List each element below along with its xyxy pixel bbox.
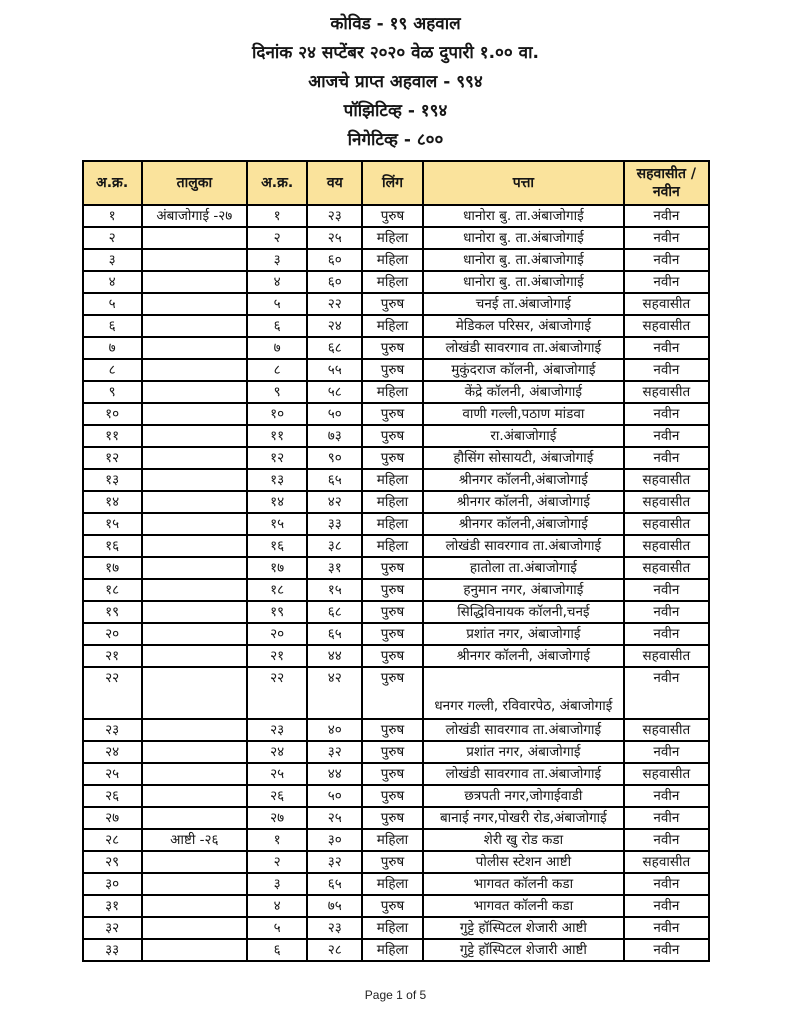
age-cell: २५ — [307, 227, 362, 249]
address-cell: धानोरा बु. ता.अंबाजोगाई — [423, 271, 625, 293]
sr-no-cell: २१ — [83, 645, 142, 667]
gender-cell: पुरुष — [362, 557, 422, 579]
sr-no-cell: १० — [83, 403, 142, 425]
address-cell: हातोला ता.अंबाजोगाई — [423, 557, 625, 579]
sr-no-cell: २८ — [83, 829, 142, 851]
table-row — [83, 513, 709, 535]
sr-no-cell: २ — [83, 227, 142, 249]
address-cell: गुट्टे हॉस्पिटल शेजारी आष्टी — [423, 939, 625, 961]
address-cell: श्रीनगर कॉलनी, अंबाजोगाई — [423, 645, 625, 667]
gender-cell: पुरुष — [362, 447, 422, 469]
address-cell: पोलीस स्टेशन आष्टी — [423, 851, 625, 873]
age-cell: ५० — [307, 403, 362, 425]
sub-sr-no-cell: १५ — [247, 513, 307, 535]
sr-no-cell: ८ — [83, 359, 142, 381]
age-cell: १५ — [307, 579, 362, 601]
age-cell: ७५ — [307, 895, 362, 917]
sr-no-cell: १४ — [83, 491, 142, 513]
sub-sr-no-cell: ५ — [247, 293, 307, 315]
column-header-sub-sr-no: अ.क्र. — [247, 161, 307, 205]
gender-cell: पुरुष — [362, 895, 422, 917]
gender-cell: महिला — [362, 917, 422, 939]
sr-no-cell: ३० — [83, 873, 142, 895]
sr-no-cell: ११ — [83, 425, 142, 447]
taluka-cell — [142, 227, 247, 249]
gender-cell: पुरुष — [362, 623, 422, 645]
age-cell: ३२ — [307, 851, 362, 873]
gender-cell: महिला — [362, 513, 422, 535]
sr-no-cell: १५ — [83, 513, 142, 535]
table-row — [83, 719, 709, 741]
taluka-cell — [142, 667, 247, 719]
address-cell: भागवत कॉलनी कडा — [423, 873, 625, 895]
taluka-cell — [142, 491, 247, 513]
table-row — [83, 917, 709, 939]
covid-report-table — [82, 160, 710, 962]
age-cell: ९० — [307, 447, 362, 469]
sub-sr-no-cell: १८ — [247, 579, 307, 601]
table-row — [83, 645, 709, 667]
taluka-cell: अंबाजोगाई -२७ — [142, 205, 247, 227]
address-cell: लोखंडी सावरगाव ता.अंबाजोगाई — [423, 535, 625, 557]
gender-cell: महिला — [362, 491, 422, 513]
age-cell: ३८ — [307, 535, 362, 557]
sub-sr-no-cell: ११ — [247, 425, 307, 447]
age-cell: २५ — [307, 807, 362, 829]
taluka-cell — [142, 293, 247, 315]
age-cell: ६५ — [307, 873, 362, 895]
sub-sr-no-cell: ३ — [247, 873, 307, 895]
reports-received-line: आजचे प्राप्त अहवाल - ९९४ — [308, 72, 483, 92]
sub-sr-no-cell: ५ — [247, 917, 307, 939]
address-cell: केंद्रे कॉलनी, अंबाजोगाई — [423, 381, 625, 403]
sub-sr-no-cell: २७ — [247, 807, 307, 829]
gender-cell: पुरुष — [362, 763, 422, 785]
sub-sr-no-cell: १७ — [247, 557, 307, 579]
column-header-address: पत्ता — [423, 161, 625, 205]
gender-cell: पुरुष — [362, 851, 422, 873]
table-row — [83, 227, 709, 249]
address-cell: धानोरा बु. ता.अंबाजोगाई — [423, 227, 625, 249]
table-row — [83, 425, 709, 447]
sub-sr-no-cell: २४ — [247, 741, 307, 763]
positive-count-line: पॉझिटिव्ह - १९४ — [343, 101, 448, 121]
sr-no-cell: ३२ — [83, 917, 142, 939]
status-cell: नवीन — [624, 917, 708, 939]
age-cell: २२ — [307, 293, 362, 315]
taluka-cell — [142, 249, 247, 271]
address-cell: मेडिकल परिसर, अंबाजोगाई — [423, 315, 625, 337]
address-cell: लोखंडी सावरगाव ता.अंबाजोगाई — [423, 763, 625, 785]
sub-sr-no-cell: २० — [247, 623, 307, 645]
status-cell: सहवासीत — [624, 315, 708, 337]
table-row — [83, 469, 709, 491]
sub-sr-no-cell: २६ — [247, 785, 307, 807]
status-cell: सहवासीत — [624, 469, 708, 491]
address-cell: गुट्टे हॉस्पिटल शेजारी आष्टी — [423, 917, 625, 939]
taluka-cell — [142, 447, 247, 469]
status-cell: सहवासीत — [624, 557, 708, 579]
taluka-cell — [142, 271, 247, 293]
taluka-cell — [142, 645, 247, 667]
taluka-cell — [142, 579, 247, 601]
sub-sr-no-cell: २१ — [247, 645, 307, 667]
sub-sr-no-cell: ८ — [247, 359, 307, 381]
taluka-cell — [142, 741, 247, 763]
address-cell: धानोरा बु. ता.अंबाजोगाई — [423, 205, 625, 227]
address-cell: हौसिंग सोसायटी, अंबाजोगाई — [423, 447, 625, 469]
taluka-cell — [142, 535, 247, 557]
status-cell: नवीन — [624, 939, 708, 961]
taluka-cell: आष्टी -२६ — [142, 829, 247, 851]
gender-cell: महिला — [362, 227, 422, 249]
status-cell: सहवासीत — [624, 645, 708, 667]
taluka-cell — [142, 873, 247, 895]
address-cell: भागवत कॉलनी कडा — [423, 895, 625, 917]
table-row — [83, 315, 709, 337]
address-cell: शेरी खु रोड कडा — [423, 829, 625, 851]
address-cell: लोखंडी सावरगाव ता.अंबाजोगाई — [423, 337, 625, 359]
table-row — [83, 785, 709, 807]
address-cell: श्रीनगर कॉलनी, अंबाजोगाई — [423, 491, 625, 513]
table-row — [83, 579, 709, 601]
table-row — [83, 741, 709, 763]
table-row — [83, 359, 709, 381]
gender-cell: पुरुष — [362, 807, 422, 829]
table-row — [83, 557, 709, 579]
sub-sr-no-cell: १३ — [247, 469, 307, 491]
gender-cell: पुरुष — [362, 425, 422, 447]
status-cell: नवीन — [624, 829, 708, 851]
age-cell: ६५ — [307, 623, 362, 645]
taluka-cell — [142, 895, 247, 917]
sr-no-cell: २५ — [83, 763, 142, 785]
age-cell: ४२ — [307, 491, 362, 513]
table-row — [83, 535, 709, 557]
status-cell: सहवासीत — [624, 293, 708, 315]
taluka-cell — [142, 851, 247, 873]
status-cell: नवीन — [624, 667, 708, 719]
sub-sr-no-cell: १४ — [247, 491, 307, 513]
taluka-cell — [142, 381, 247, 403]
column-header-sr-no: अ.क्र. — [83, 161, 142, 205]
gender-cell: महिला — [362, 939, 422, 961]
age-cell: ४४ — [307, 763, 362, 785]
sub-sr-no-cell: १२ — [247, 447, 307, 469]
taluka-cell — [142, 601, 247, 623]
taluka-cell — [142, 807, 247, 829]
taluka-cell — [142, 557, 247, 579]
sr-no-cell: ३१ — [83, 895, 142, 917]
age-cell: ३३ — [307, 513, 362, 535]
age-cell: ६० — [307, 249, 362, 271]
sr-no-cell: १ — [83, 205, 142, 227]
gender-cell: पुरुष — [362, 337, 422, 359]
sr-no-cell: २३ — [83, 719, 142, 741]
status-cell: नवीन — [624, 895, 708, 917]
sr-no-cell: १८ — [83, 579, 142, 601]
taluka-cell — [142, 719, 247, 741]
address-cell: रा.अंबाजोगाई — [423, 425, 625, 447]
sub-sr-no-cell: १ — [247, 205, 307, 227]
address-cell: प्रशांत नगर, अंबाजोगाई — [423, 741, 625, 763]
report-title: कोविड - १९ अहवाल — [330, 14, 461, 34]
age-cell: ५५ — [307, 359, 362, 381]
gender-cell: पुरुष — [362, 645, 422, 667]
gender-cell: पुरुष — [362, 293, 422, 315]
gender-cell: महिला — [362, 249, 422, 271]
taluka-cell — [142, 785, 247, 807]
taluka-cell — [142, 337, 247, 359]
age-cell: ५८ — [307, 381, 362, 403]
age-cell: ३० — [307, 829, 362, 851]
age-cell: ४० — [307, 719, 362, 741]
status-cell: सहवासीत — [624, 719, 708, 741]
sr-no-cell: २६ — [83, 785, 142, 807]
sub-sr-no-cell: ६ — [247, 315, 307, 337]
sub-sr-no-cell: १९ — [247, 601, 307, 623]
status-cell: नवीन — [624, 425, 708, 447]
table-row — [83, 447, 709, 469]
table-row — [83, 381, 709, 403]
table-row — [83, 667, 709, 719]
table-row — [83, 807, 709, 829]
sr-no-cell: १७ — [83, 557, 142, 579]
taluka-cell — [142, 469, 247, 491]
sr-no-cell: ३३ — [83, 939, 142, 961]
table-row — [83, 873, 709, 895]
address-cell: धानोरा बु. ता.अंबाजोगाई — [423, 249, 625, 271]
gender-cell: महिला — [362, 535, 422, 557]
sub-sr-no-cell: ४ — [247, 895, 307, 917]
address-cell: श्रीनगर कॉलनी,अंबाजोगाई — [423, 469, 625, 491]
status-cell: नवीन — [624, 873, 708, 895]
sr-no-cell: ६ — [83, 315, 142, 337]
address-cell: हनुमान नगर, अंबाजोगाई — [423, 579, 625, 601]
sr-no-cell: २० — [83, 623, 142, 645]
table-row — [83, 205, 709, 227]
address-cell: धनगर गल्ली, रविवारपेठ, अंबाजोगाई — [423, 667, 625, 719]
column-header-age: वय — [307, 161, 362, 205]
status-cell: नवीन — [624, 227, 708, 249]
status-cell: सहवासीत — [624, 851, 708, 873]
table-row — [83, 249, 709, 271]
page-number: Page 1 of 5 — [364, 988, 427, 1002]
status-cell: नवीन — [624, 205, 708, 227]
address-cell: सिद्धिविनायक कॉलनी,चनई — [423, 601, 625, 623]
table-row — [83, 293, 709, 315]
taluka-cell — [142, 403, 247, 425]
sr-no-cell: १३ — [83, 469, 142, 491]
sub-sr-no-cell: २३ — [247, 719, 307, 741]
gender-cell: पुरुष — [362, 667, 422, 719]
status-cell: नवीन — [624, 447, 708, 469]
taluka-cell — [142, 763, 247, 785]
status-cell: नवीन — [624, 601, 708, 623]
sr-no-cell: १२ — [83, 447, 142, 469]
taluka-cell — [142, 917, 247, 939]
status-cell: नवीन — [624, 741, 708, 763]
column-header-gender: लिंग — [362, 161, 422, 205]
age-cell: ६५ — [307, 469, 362, 491]
address-cell: लोखंडी सावरगाव ता.अंबाजोगाई — [423, 719, 625, 741]
sub-sr-no-cell: २२ — [247, 667, 307, 719]
sub-sr-no-cell: २ — [247, 227, 307, 249]
sub-sr-no-cell: १ — [247, 829, 307, 851]
taluka-cell — [142, 425, 247, 447]
table-row — [83, 851, 709, 873]
address-cell: प्रशांत नगर, अंबाजोगाई — [423, 623, 625, 645]
table-row — [83, 939, 709, 961]
table-header-row — [83, 161, 709, 205]
taluka-cell — [142, 513, 247, 535]
negative-count-line: निगेटिव्ह - ८०० — [347, 130, 444, 150]
status-cell: नवीन — [624, 337, 708, 359]
gender-cell: पुरुष — [362, 719, 422, 741]
age-cell: ६० — [307, 271, 362, 293]
status-cell: नवीन — [624, 359, 708, 381]
taluka-cell — [142, 359, 247, 381]
address-cell: श्रीनगर कॉलनी,अंबाजोगाई — [423, 513, 625, 535]
gender-cell: पुरुष — [362, 205, 422, 227]
report-date-line: दिनांक २४ सप्टेंबर २०२० वेळ दुपारी १.०० वा. — [252, 43, 539, 63]
gender-cell: महिला — [362, 829, 422, 851]
sub-sr-no-cell: ६ — [247, 939, 307, 961]
gender-cell: पुरुष — [362, 741, 422, 763]
gender-cell: महिला — [362, 469, 422, 491]
address-cell: बानाई नगर,पोखरी रोड,अंबाजोगाई — [423, 807, 625, 829]
sr-no-cell: १६ — [83, 535, 142, 557]
age-cell: ७३ — [307, 425, 362, 447]
gender-cell: पुरुष — [362, 359, 422, 381]
age-cell: २४ — [307, 315, 362, 337]
gender-cell: महिला — [362, 381, 422, 403]
age-cell: ५० — [307, 785, 362, 807]
age-cell: ३१ — [307, 557, 362, 579]
status-cell: सहवासीत — [624, 763, 708, 785]
table-row — [83, 601, 709, 623]
status-cell: नवीन — [624, 403, 708, 425]
status-cell: सहवासीत — [624, 381, 708, 403]
sub-sr-no-cell: १० — [247, 403, 307, 425]
age-cell: २३ — [307, 917, 362, 939]
table-row — [83, 623, 709, 645]
status-cell: नवीन — [624, 579, 708, 601]
age-cell: ६८ — [307, 601, 362, 623]
column-header-status: सहवासीत / नवीन — [624, 161, 708, 205]
gender-cell: पुरुष — [362, 579, 422, 601]
sr-no-cell: ७ — [83, 337, 142, 359]
status-cell: नवीन — [624, 785, 708, 807]
gender-cell: पुरुष — [362, 601, 422, 623]
sr-no-cell: २७ — [83, 807, 142, 829]
sub-sr-no-cell: ७ — [247, 337, 307, 359]
table-row — [83, 829, 709, 851]
gender-cell: महिला — [362, 271, 422, 293]
table-row — [83, 337, 709, 359]
sr-no-cell: २९ — [83, 851, 142, 873]
age-cell: ४२ — [307, 667, 362, 719]
table-row — [83, 763, 709, 785]
sub-sr-no-cell: १६ — [247, 535, 307, 557]
age-cell: ४४ — [307, 645, 362, 667]
sub-sr-no-cell: २५ — [247, 763, 307, 785]
table-row — [83, 271, 709, 293]
address-cell: मुकुंदराज कॉलनी, अंबाजोगाई — [423, 359, 625, 381]
table-row — [83, 403, 709, 425]
status-cell: नवीन — [624, 807, 708, 829]
sr-no-cell: ९ — [83, 381, 142, 403]
age-cell: २८ — [307, 939, 362, 961]
report-header — [0, 0, 791, 155]
sr-no-cell: ५ — [83, 293, 142, 315]
sr-no-cell: १९ — [83, 601, 142, 623]
sub-sr-no-cell: ९ — [247, 381, 307, 403]
gender-cell: महिला — [362, 873, 422, 895]
gender-cell: पुरुष — [362, 785, 422, 807]
status-cell: नवीन — [624, 271, 708, 293]
age-cell: २३ — [307, 205, 362, 227]
status-cell: नवीन — [624, 249, 708, 271]
sub-sr-no-cell: ४ — [247, 271, 307, 293]
status-cell: सहवासीत — [624, 491, 708, 513]
address-cell: छत्रपती नगर,जोगाईवाडी — [423, 785, 625, 807]
age-cell: ६८ — [307, 337, 362, 359]
address-cell: वाणी गल्ली,पठाण मांडवा — [423, 403, 625, 425]
gender-cell: पुरुष — [362, 403, 422, 425]
table-row — [83, 895, 709, 917]
age-cell: ३२ — [307, 741, 362, 763]
sr-no-cell: ३ — [83, 249, 142, 271]
sr-no-cell: २४ — [83, 741, 142, 763]
table-row — [83, 491, 709, 513]
sr-no-cell: ४ — [83, 271, 142, 293]
sub-sr-no-cell: २ — [247, 851, 307, 873]
status-cell: सहवासीत — [624, 513, 708, 535]
column-header-taluka: तालुका — [142, 161, 247, 205]
taluka-cell — [142, 623, 247, 645]
taluka-cell — [142, 939, 247, 961]
taluka-cell — [142, 315, 247, 337]
status-cell: नवीन — [624, 623, 708, 645]
sub-sr-no-cell: ३ — [247, 249, 307, 271]
status-cell: सहवासीत — [624, 535, 708, 557]
gender-cell: महिला — [362, 315, 422, 337]
address-cell: चनई ता.अंबाजोगाई — [423, 293, 625, 315]
sr-no-cell: २२ — [83, 667, 142, 719]
